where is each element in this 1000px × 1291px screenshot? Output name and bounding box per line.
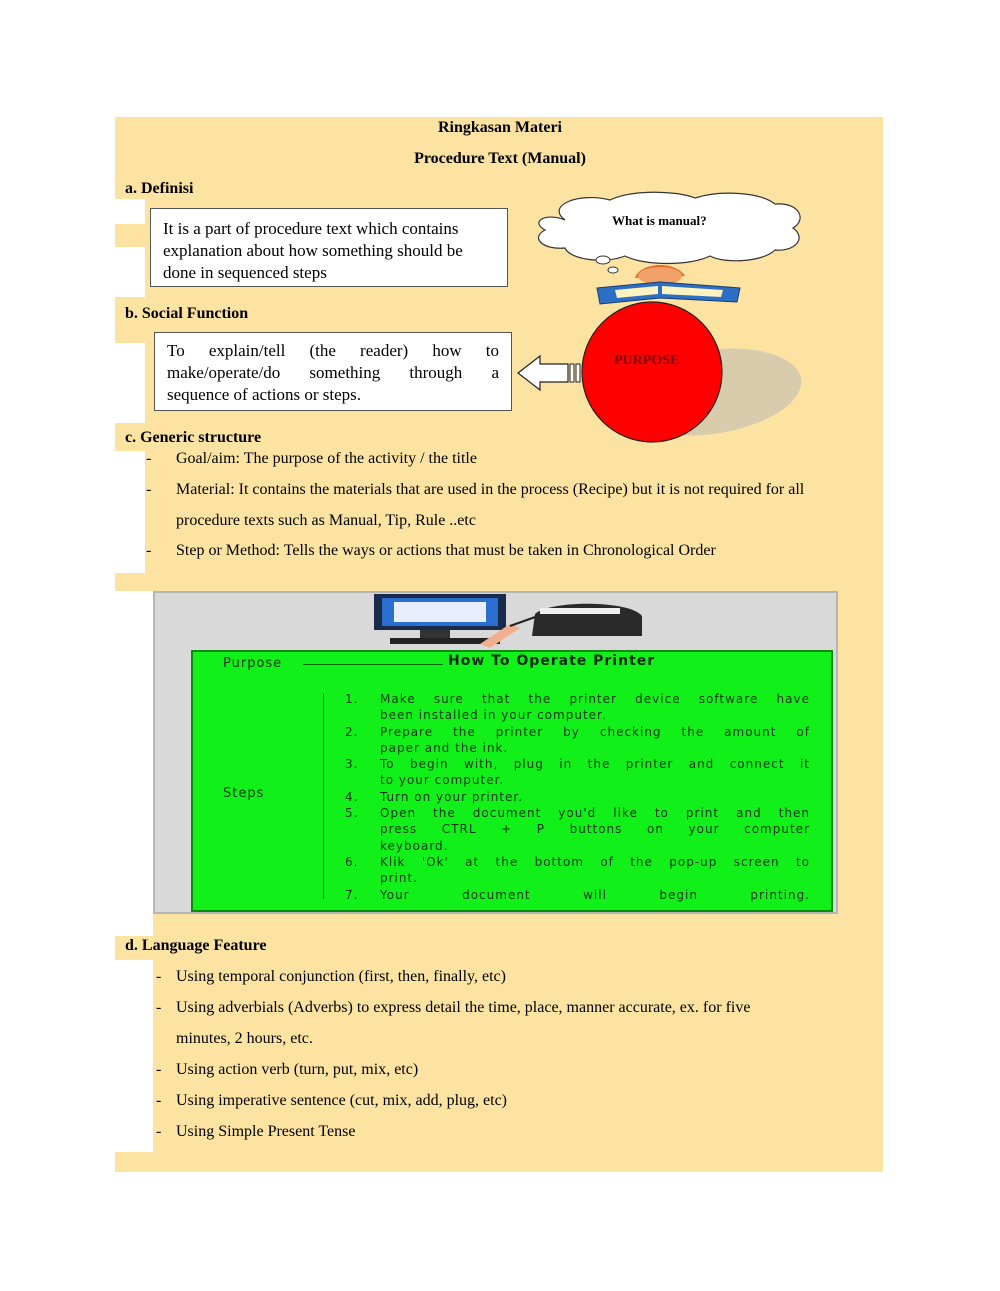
- definition-box: [150, 208, 508, 287]
- thought-bubble-text: What is manual?: [612, 213, 707, 228]
- monitor-stand-icon: [420, 630, 450, 638]
- thought-bubble-illustration: [525, 190, 810, 310]
- printer-paper-icon: [540, 608, 620, 614]
- social-function-line: To explain/tell (the reader) how to: [167, 341, 499, 360]
- definition-line: It is a part of procedure text which contains: [163, 219, 459, 238]
- margin-notch: [115, 960, 153, 1152]
- margin-notch: [115, 343, 145, 423]
- social-function-line: sequence of actions or steps.: [167, 385, 362, 404]
- margin-notch: [115, 199, 145, 224]
- social-function-line: make/operate/do something through a: [167, 363, 499, 382]
- margin-notch: [115, 451, 145, 573]
- heading-language-feature: d. Language Feature: [125, 937, 267, 954]
- purpose-circle: [582, 302, 722, 442]
- margin-notch: [115, 591, 153, 936]
- heading-generic-structure: c. Generic structure: [125, 429, 262, 446]
- margin-notch: [115, 247, 145, 297]
- monitor-window-icon: [394, 602, 486, 622]
- purpose-label: PURPOSE: [614, 353, 680, 368]
- bubble-dot: [608, 267, 618, 273]
- printer-steps-panel: Purpose How To Operate Printer Steps 1. Make sure that the printer device software have been installed in your computer. 2. Prepare the printer by checking the amount of paper and the ink. 3. To begin with, plug in the printer and connect it to your computer. 4. Turn on your printer. 5. Open the document you'd like to print and then press CTRL + P buttons on your computer keyboard. 6. Klik 'Ok' at the bottom of the pop-up screen to print. 7. Your document will begin printing.: [191, 650, 833, 912]
- arrow-tail-icon: [576, 364, 580, 382]
- printer-example-title: How To Operate Printer: [448, 653, 656, 669]
- definition-line: explanation about how something should be: [163, 241, 463, 260]
- heading-social-function: b. Social Function: [125, 305, 249, 322]
- arrow-left-icon: [518, 356, 568, 390]
- purpose-connector: [303, 664, 443, 665]
- page-subtitle: Procedure Text (Manual): [414, 150, 586, 167]
- definition-line: done in sequenced steps: [163, 263, 327, 282]
- page-title: Ringkasan Materi: [438, 119, 562, 136]
- purpose-row-label: Purpose: [223, 656, 283, 671]
- steps-bracket: [323, 694, 324, 899]
- heading-definisi: a. Definisi: [125, 180, 194, 197]
- purpose-graphic: [510, 300, 810, 445]
- social-function-box: [154, 332, 512, 411]
- steps-row-label: Steps: [223, 786, 265, 801]
- arrow-tail-icon: [570, 364, 574, 382]
- bubble-dot: [596, 256, 610, 264]
- printer-illustration: [360, 592, 660, 652]
